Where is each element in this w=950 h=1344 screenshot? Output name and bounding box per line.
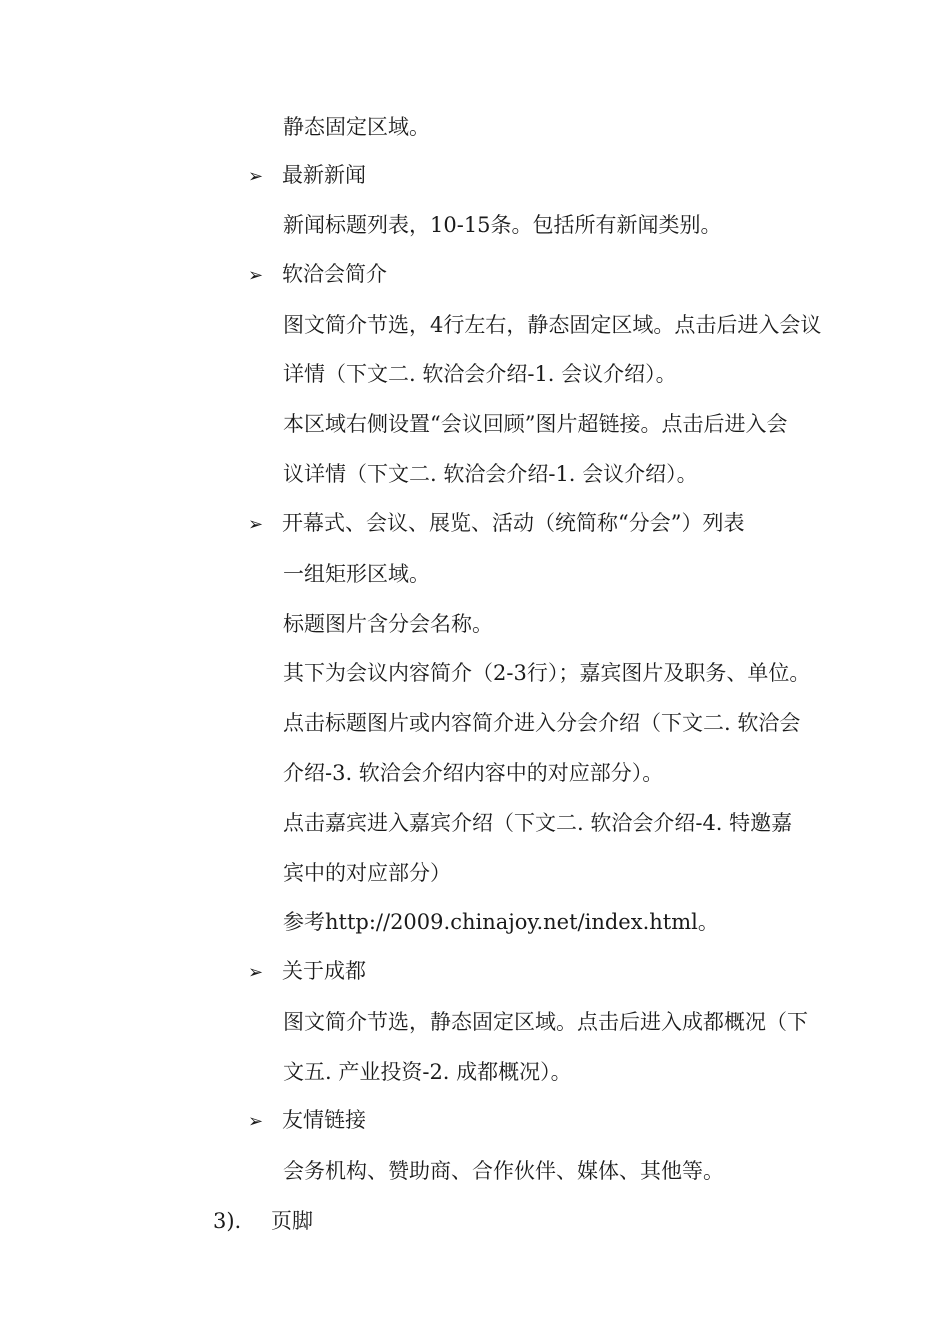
bullet-title: 最新新闻 (282, 163, 366, 187)
body-text: 议详情（下文二. 软洽会介绍-1. 会议介绍）。 (283, 462, 698, 486)
body-text: 介绍-3. 软洽会介绍内容中的对应部分）。 (283, 761, 664, 785)
section-heading-footer (213, 1206, 313, 1236)
arrow-bullet-icon: ➢ (248, 1111, 264, 1132)
section-number: 3). (213, 1209, 242, 1233)
body-text: 详情（下文二. 软洽会介绍-1. 会议介绍）。 (283, 362, 677, 386)
body-text: 宾中的对应部分） (283, 861, 451, 885)
body-text: 一组矩形区域。 (283, 562, 430, 586)
bullet-title: 友情链接 (282, 1108, 366, 1132)
body-text: 点击标题图片或内容简介进入分会介绍（下文二. 软洽会 (283, 711, 801, 735)
body-text: 其下为会议内容简介（2-3行）；嘉宾图片及职务、单位。 (283, 661, 811, 685)
body-text: 静态固定区域。 (283, 115, 430, 139)
bullet-item-sessions-list (248, 508, 744, 540)
body-text: 本区域右侧设置“会议回顾”图片超链接。点击后进入会 (283, 412, 788, 436)
arrow-bullet-icon: ➢ (248, 962, 264, 983)
body-text: 图文简介节选，4行左右，静态固定区域。点击后进入会议 (283, 313, 822, 337)
arrow-bullet-icon: ➢ (248, 166, 264, 187)
bullet-title: 开幕式、会议、展览、活动（统简称“分会”）列表 (282, 511, 745, 535)
bullet-title: 关于成都 (282, 959, 366, 983)
bullet-item-about-chengdu (248, 956, 366, 988)
body-text: 参考http://2009.chinajoy.net/index.html。 (283, 910, 719, 934)
bullet-item-fair-intro (248, 259, 387, 291)
section-title: 页脚 (271, 1209, 313, 1233)
body-text: 新闻标题列表，10-15条。包括所有新闻类别。 (283, 213, 722, 237)
body-text: 点击嘉宾进入嘉宾介绍（下文二. 软洽会介绍-4. 特邀嘉 (283, 811, 793, 835)
bullet-title: 软洽会简介 (282, 262, 387, 286)
arrow-bullet-icon: ➢ (248, 265, 264, 286)
arrow-bullet-icon: ➢ (248, 514, 264, 535)
body-text: 会务机构、赞助商、合作伙伴、媒体、其他等。 (283, 1159, 724, 1183)
bullet-item-friend-links (248, 1105, 366, 1137)
body-text: 标题图片含分会名称。 (283, 612, 493, 636)
bullet-item-latest-news (248, 160, 366, 192)
body-text: 文五. 产业投资-2. 成都概况）。 (283, 1060, 572, 1084)
body-text: 图文简介节选，静态固定区域。点击后进入成都概况（下 (283, 1010, 808, 1034)
